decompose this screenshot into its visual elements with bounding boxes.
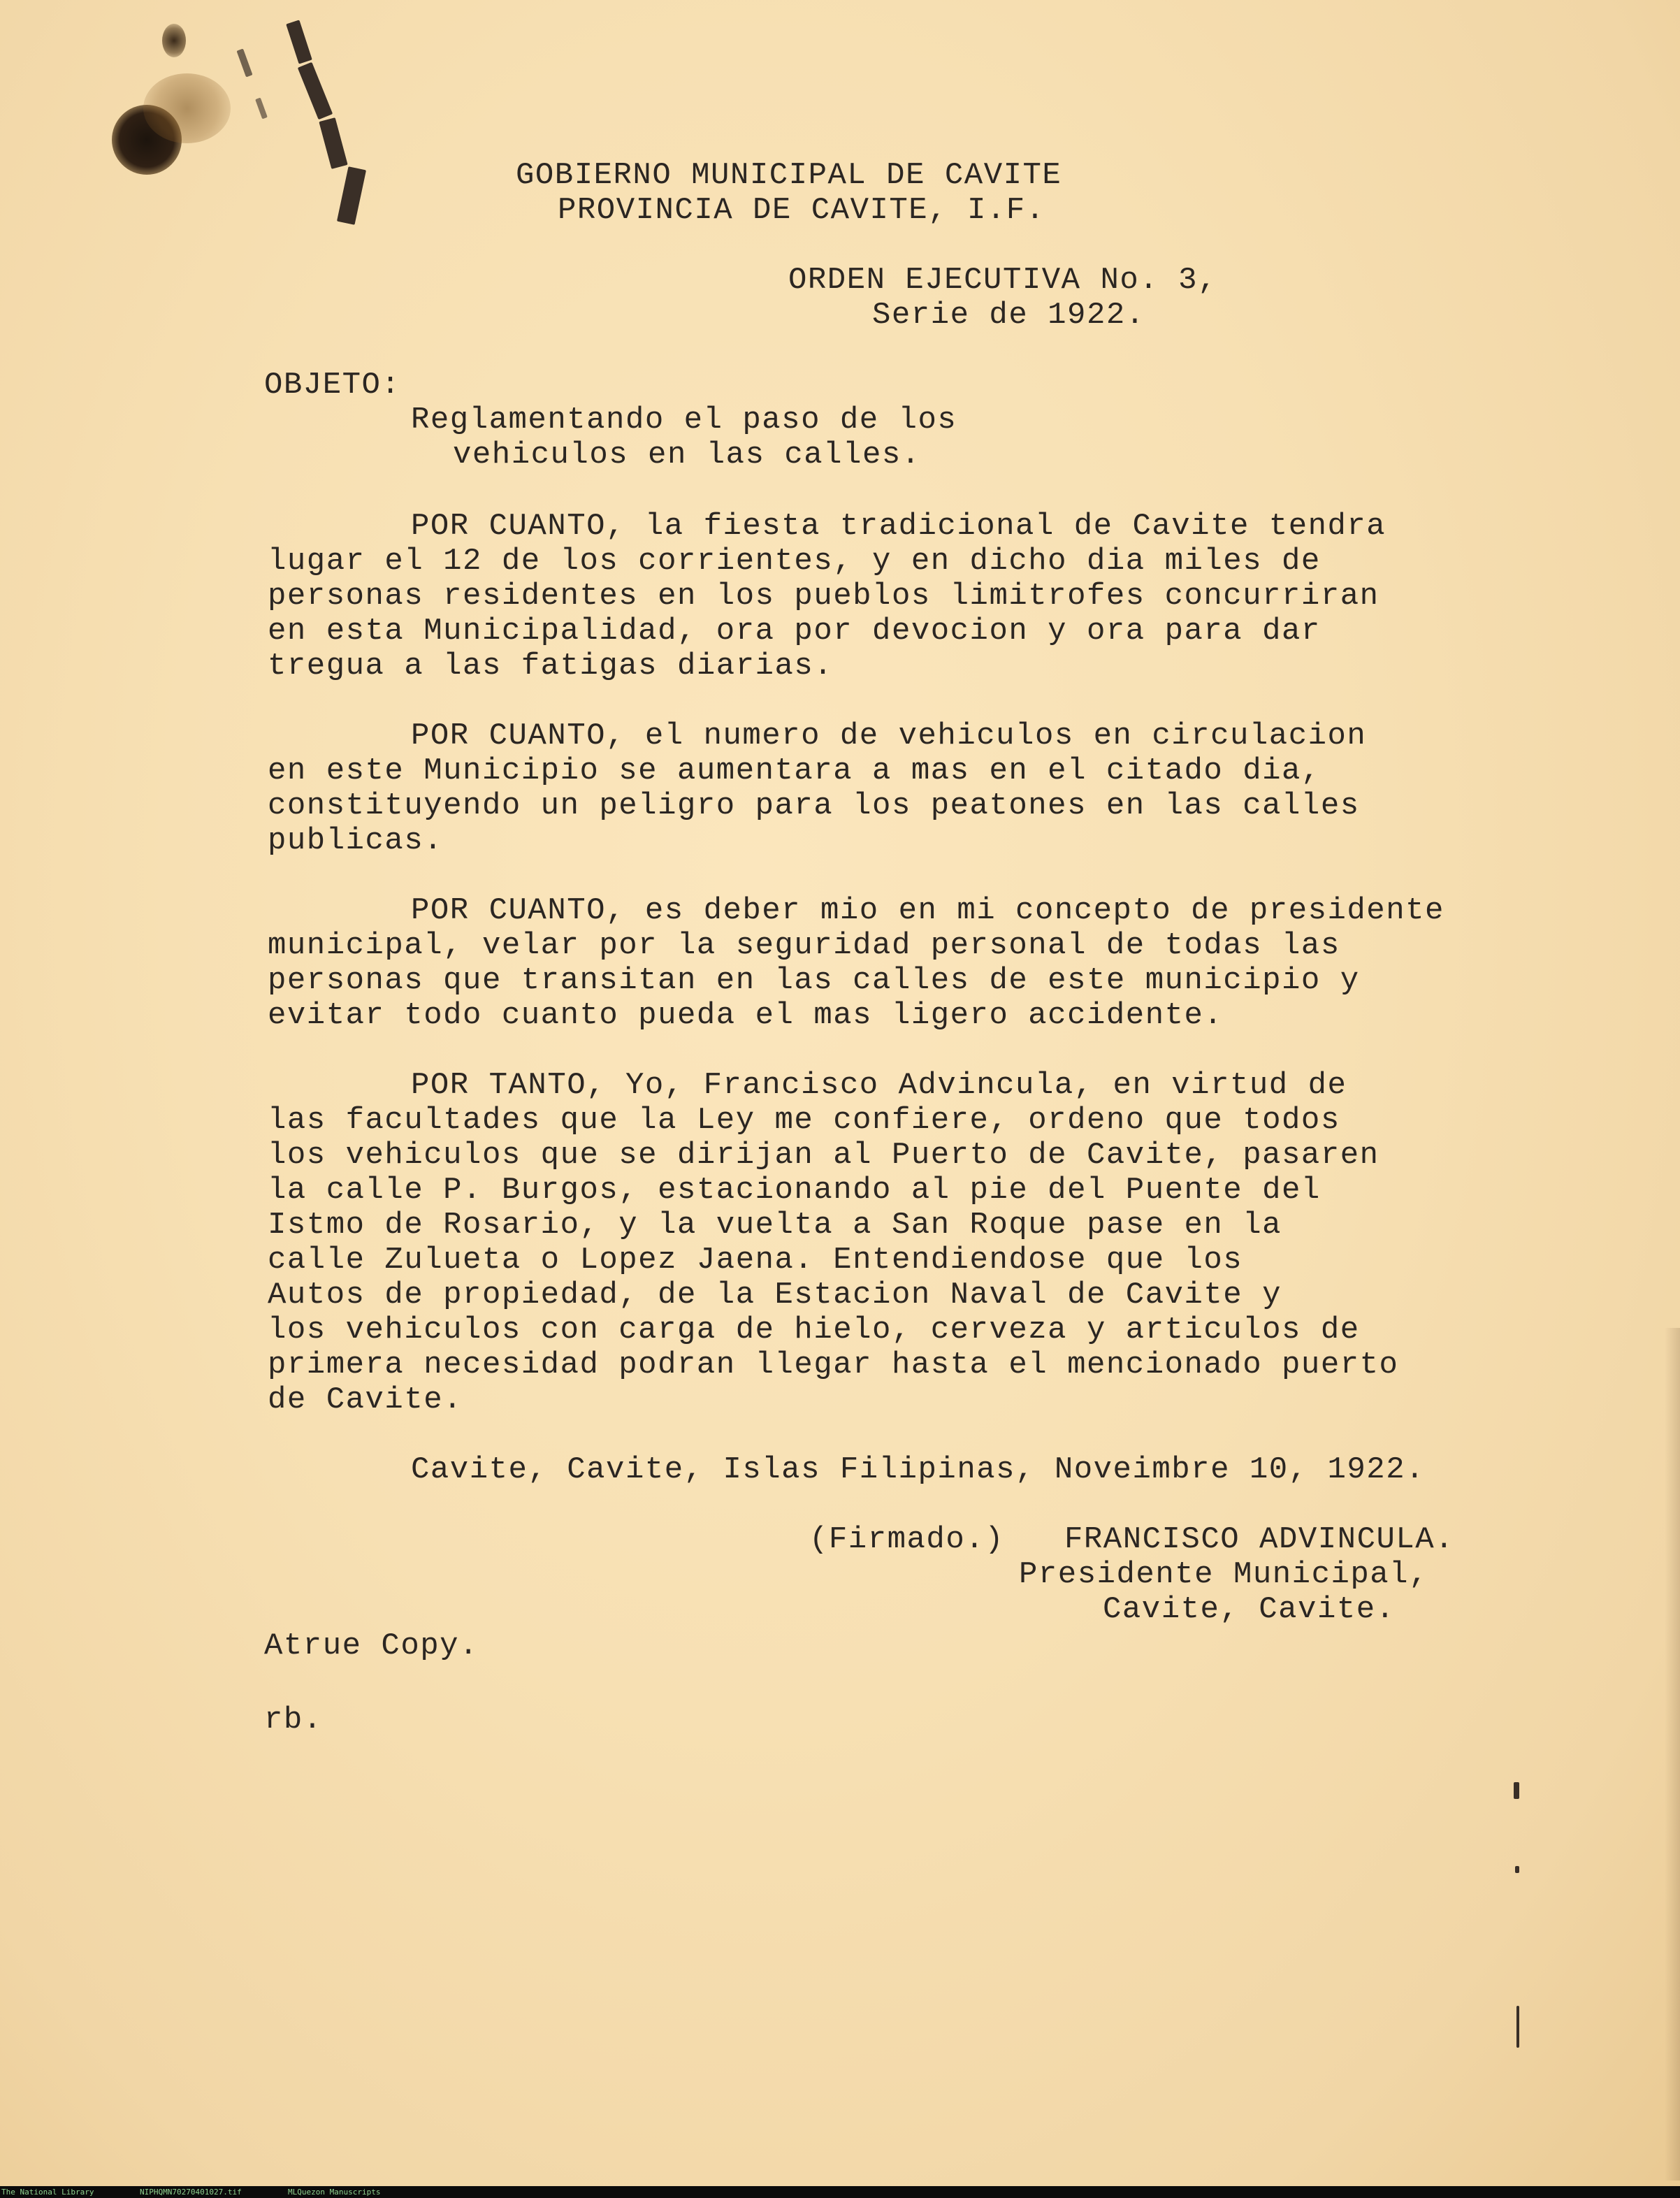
ink-mark — [298, 62, 333, 120]
ink-mark — [236, 48, 252, 77]
subject-line-2: vehiculos en las calles. — [453, 438, 921, 472]
signed-note: (Firmado.) — [809, 1522, 1005, 1557]
paragraph-2-line: POR CUANTO, el numero de vehiculos en circulacion — [411, 718, 1367, 753]
signatory-title: Presidente Municipal, — [1019, 1557, 1428, 1592]
paragraph-4-line: calle Zulueta o Lopez Jaena. Entendiendose que los — [268, 1243, 1243, 1278]
footer-collection: MLQuezon Manuscripts — [288, 2188, 381, 2197]
ink-mark — [1514, 1782, 1519, 1799]
paragraph-4-line: de Cavite. — [268, 1382, 463, 1417]
paragraph-4-line: los vehiculos que se dirijan al Puerto de Cavite, pasaren — [268, 1138, 1380, 1173]
paragraph-2-line: publicas. — [268, 823, 444, 858]
ink-mark — [1515, 1866, 1519, 1873]
true-copy-note: Atrue Copy. — [264, 1628, 479, 1663]
ink-mark — [319, 117, 347, 169]
paragraph-2-line: en este Municipio se aumentara a mas en el citado dia, — [268, 753, 1321, 788]
paragraph-4-line: los vehiculos con carga de hielo, cerveza y articulos de — [268, 1313, 1360, 1347]
dateline: Cavite, Cavite, Islas Filipinas, Noveimbre 10, 1922. — [411, 1452, 1426, 1487]
footer-file: NIPHQMN70270401027.tif — [140, 2188, 242, 2197]
paragraph-3-line: POR CUANTO, es deber mio en mi concepto de presidente — [411, 893, 1444, 928]
paragraph-1-line: tregua a las fatigas diarias. — [268, 649, 834, 684]
footer-library: The National Library — [1, 2188, 94, 2197]
order-series: Serie de 1922. — [872, 298, 1145, 333]
paragraph-4-line: primera necesidad podran llegar hasta el mencionado puerto — [268, 1347, 1399, 1382]
header-line-1: GOBIERNO MUNICIPAL DE CAVITE — [516, 158, 1062, 193]
ink-mark — [255, 98, 268, 120]
paper-edge-shadow — [1665, 1328, 1680, 2181]
ink-mark — [1516, 2006, 1519, 2048]
ink-mark — [337, 166, 366, 225]
paragraph-4-line: las facultades que la Ley me confiere, ordeno que todos — [268, 1103, 1340, 1138]
paragraph-1-line: lugar el 12 de los corrientes, y en dicho dia miles de — [268, 544, 1321, 579]
signatory-place: Cavite, Cavite. — [1103, 1592, 1396, 1627]
subject-line-1: Reglamentando el paso de los — [411, 403, 957, 438]
paragraph-2-line: constituyendo un peligro para los peatones en las calles — [268, 788, 1360, 823]
paragraph-3-line: personas que transitan en las calles de este municipio y — [268, 963, 1360, 998]
signatory-name: FRANCISCO ADVINCULA. — [1064, 1522, 1455, 1557]
ink-stain — [162, 24, 186, 57]
header-line-2: PROVINCIA DE CAVITE, I.F. — [558, 193, 1045, 228]
typist-initials: rb. — [264, 1702, 323, 1737]
paragraph-4-line: POR TANTO, Yo, Francisco Advincula, en virtud de — [411, 1068, 1347, 1103]
paragraph-4-line: la calle P. Burgos, estacionando al pie del Puente del — [268, 1173, 1321, 1208]
paragraph-1-line: personas residentes en los pueblos limitrofes concurriran — [268, 579, 1380, 614]
scan-footer-bar — [0, 2186, 1680, 2198]
order-number: ORDEN EJECUTIVA No. 3, — [788, 263, 1217, 298]
subject-label: OBJETO: — [264, 368, 401, 403]
paragraph-3-line: municipal, velar por la seguridad personal de todas las — [268, 928, 1340, 963]
ink-mark — [286, 20, 312, 64]
paragraph-4-line: Autos de propiedad, de la Estacion Naval de Cavite y — [268, 1278, 1282, 1313]
paragraph-3-line: evitar todo cuanto pueda el mas ligero accidente. — [268, 998, 1224, 1033]
paragraph-4-line: Istmo de Rosario, y la vuelta a San Roque pase en la — [268, 1208, 1282, 1243]
paragraph-1-line: POR CUANTO, la fiesta tradicional de Cavite tendra — [411, 509, 1386, 544]
paragraph-1-line: en esta Municipalidad, ora por devocion y ora para dar — [268, 614, 1321, 649]
ink-stain — [143, 73, 231, 143]
